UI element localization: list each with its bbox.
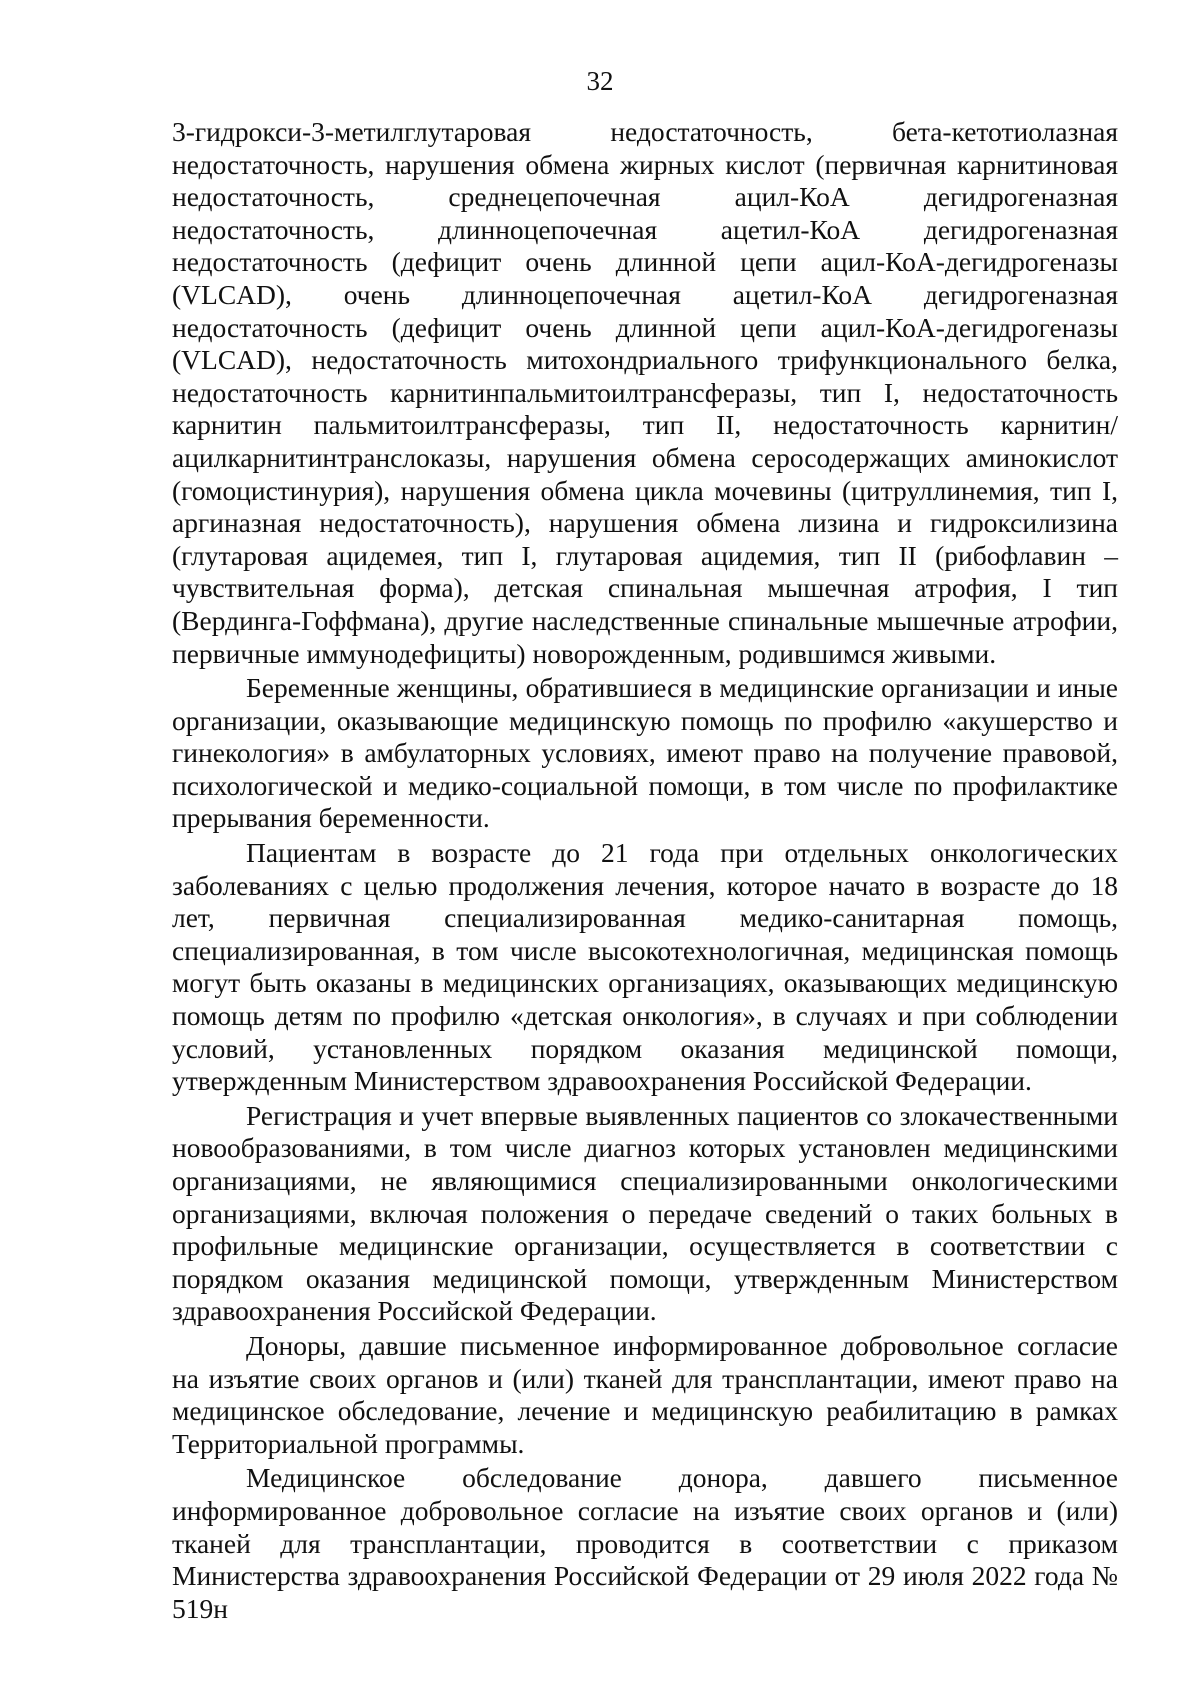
paragraph-donors: Доноры, давшие письменное информированное добровольное согласие на изъятие своих органов и (или) тканей для трансплантации, имеют право на медицинское обследование, лечение и медицинскую реабилитацию в рамках Территориальной программы.: [172, 1329, 1118, 1459]
paragraph-oncology-patients: Пациентам в возрасте до 21 года при отдельных онкологических заболеваниях с целью продолжения лечения, которое начато в возрасте до 18 лет, первичная специализированная медико-санитарная помощь, специализированная, в том числе высокотехнологичная, медицинская помощь могут быть оказаны в медицинских организациях, оказывающих медицинскую помощь детям по профилю «детская онкология», в случаях и при соблюдении условий, установленных порядком оказания медицинской помощи, утвержденным Министерством здравоохранения Российской Федерации.: [172, 837, 1118, 1097]
document-body: [172, 116, 1118, 1625]
page-number: 32: [586, 66, 614, 96]
paragraph-pregnant-women: Беременные женщины, обратившиеся в медицинские организации и иные организации, оказывающие медицинскую помощь по профилю «акушерство и гинекология» в амбулаторных условиях, имеют право на получение правовой, психологической и медико-социальной помощи, в том числе по профилактике прерывания беременности.: [172, 672, 1118, 834]
paragraph-donor-examination: Медицинское обследование донора, давшего письменное информированное добровольное согласие на изъятие своих органов и (или) тканей для трансплантации, проводится в соответствии с приказом Министерства здравоохранения Российской Федерации от 29 июля 2022 года № 519н: [172, 1462, 1118, 1624]
paragraph-registration: Регистрация и учет впервые выявленных пациентов со злокачественными новообразованиями, в том числе диагноз которых установлен медицинскими организациями, не являющимися специализированными онкологическими организациями, включая положения о передаче сведений о таких больных в профильные медицинские организации, осуществляется в соответствии с порядком оказания медицинской помощи, утвержденным Министерством здравоохранения Российской Федерации.: [172, 1099, 1118, 1327]
paragraph-continuation: 3-гидрокси-3-метилглутаровая недостаточность, бета-кетотиолазная недостаточность, нарушения обмена жирных кислот (первичная карнитиновая недостаточность, среднецепочечная ацил-КоА дегидрогеназная недостаточность, длинноцепочечная ацетил-КоА дегидрогеназная недостаточность (дефицит очень длинной цепи ацил-КоА-дегидрогеназы (VLCAD), очень длинноцепочечная ацетил-КоА дегидрогеназная недостаточность (дефицит очень длинной цепи ацил-КоА-дегидрогеназы (VLCAD), недостаточность митохондриального трифункционального белка, недостаточность карнитинпальмитоилтрансферазы, тип I, недостаточность карнитин пальмитоилтрансферазы, тип II, недостаточность карнитин/ацилкарнитинтранслоказы, нарушения обмена серосодержащих аминокислот (гомоцистинурия), нарушения обмена цикла мочевины (цитруллинемия, тип I, аргиназная недостаточность), нарушения обмена лизина и гидроксилизина (глутаровая ацидемея, тип I, глутаровая ацидемия, тип II (рибофлавин – чувствительная форма), детская спинальная мышечная атрофия, I тип (Вердинга-Гоффмана), другие наследственные спинальные мышечные атрофии, первичные иммунодефициты) новорожденным, родившимся живыми.: [172, 116, 1118, 669]
